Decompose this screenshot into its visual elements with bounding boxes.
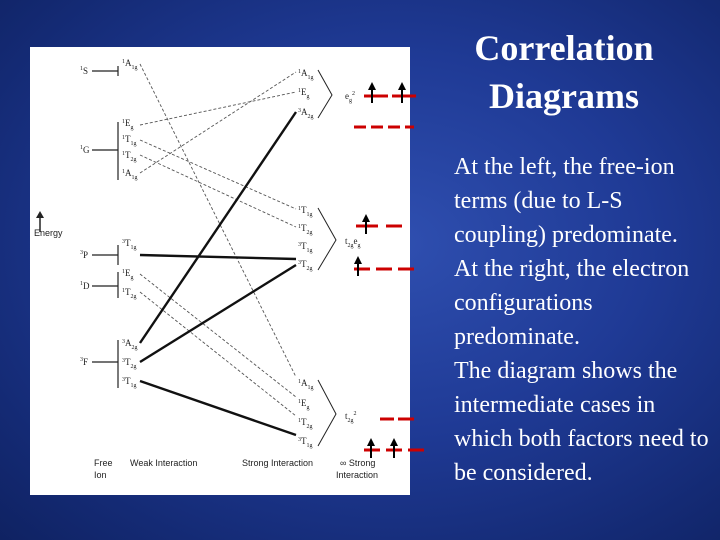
weak-state: $^1T_{2g}$ xyxy=(122,287,137,300)
title-line-1: Correlation xyxy=(474,28,654,68)
strong-state: $^1A_{1g}$ xyxy=(298,378,314,391)
singlet-correlation-lines xyxy=(140,64,296,416)
term-1S: $^1$S xyxy=(80,66,89,76)
term-1G: $^1$G xyxy=(80,145,90,155)
infinite-strong-label-2: Interaction xyxy=(336,470,379,480)
weak-state: $^1T_{1g}$ xyxy=(122,134,137,147)
term-3F: $^3$F xyxy=(80,357,89,367)
spin-up-arrow-icon xyxy=(367,438,375,446)
triplet-correlation-lines xyxy=(140,112,296,435)
title-line-2: Diagrams xyxy=(489,76,639,116)
weak-interaction-label: Weak Interaction xyxy=(130,458,198,468)
weak-field-states xyxy=(122,58,138,389)
term-3P: $^3$P xyxy=(80,250,89,260)
strong-state: $^3T_{2g}$ xyxy=(298,259,313,272)
strong-state: $^1A_{1g}$ xyxy=(298,68,314,81)
strong-state: $^3T_{1g}$ xyxy=(298,436,313,449)
orbital-t2g2 xyxy=(364,419,424,458)
weak-state: $^3A_{2g}$ xyxy=(122,338,138,351)
weak-state: $^1E_g$ xyxy=(122,118,134,131)
strong-state: $^1T_{1g}$ xyxy=(298,205,313,218)
weak-state: $^3T_{1g}$ xyxy=(122,376,137,389)
term-1D: $^1$D xyxy=(80,281,90,291)
weak-state: $^3T_{2g}$ xyxy=(122,357,137,370)
slide-body xyxy=(438,150,714,490)
paragraph-free-ion: At the left, the free-ion terms (due to L-S coupling) predominate. xyxy=(454,154,678,248)
energy-axis xyxy=(34,211,63,238)
energy-arrow-icon xyxy=(36,211,44,218)
strong-state: $^3T_{1g}$ xyxy=(298,241,313,254)
spin-up-arrow-icon xyxy=(390,438,398,446)
strong-interaction-label: Strong Interaction xyxy=(242,458,314,468)
strong-field-states xyxy=(298,68,314,449)
strong-state: $^1T_{2g}$ xyxy=(298,223,313,236)
config-t2geg: $t_{2g}e_g$ xyxy=(345,236,361,249)
slide-title xyxy=(430,24,698,120)
strong-state: $^1T_{2g}$ xyxy=(298,417,313,430)
weak-state: $^1T_{2g}$ xyxy=(122,150,137,163)
weak-state: $^1A_{1g}$ xyxy=(122,58,138,71)
spin-up-arrow-icon xyxy=(398,82,406,90)
paragraph-intermediate: The diagram shows the intermediate cases in which both factors need to be considered. xyxy=(454,358,709,486)
weak-state: $^1E_g$ xyxy=(122,268,134,281)
spin-up-arrow-icon xyxy=(354,256,362,264)
config-eg2: $e_g^2$ xyxy=(345,91,355,104)
orbital-eg2 xyxy=(354,82,416,127)
level-ticks xyxy=(92,66,118,388)
spin-up-arrow-icon xyxy=(368,82,376,90)
weak-state: $^1A_{1g}$ xyxy=(122,168,138,181)
free-ion-label-2: Ion xyxy=(94,470,107,480)
bottom-labels xyxy=(94,458,378,480)
strong-brackets xyxy=(318,70,336,446)
orbital-t2geg xyxy=(354,214,414,276)
strong-state: $^1E_g$ xyxy=(298,87,310,100)
spin-up-arrow-icon xyxy=(362,214,370,222)
free-ion-terms xyxy=(80,66,90,367)
paragraph-configurations: At the right, the electron configurations predominate. xyxy=(454,256,690,350)
infinite-strong-label: ∞ Strong xyxy=(340,458,376,468)
config-t2g2: $t_{2g}^2$ xyxy=(345,411,357,424)
strong-state: $^1E_g$ xyxy=(298,398,310,411)
free-ion-label: Free xyxy=(94,458,113,468)
weak-state: $^3T_{1g}$ xyxy=(122,238,137,251)
strong-state: $^3A_{2g}$ xyxy=(298,107,314,120)
energy-label: Energy xyxy=(34,228,63,238)
